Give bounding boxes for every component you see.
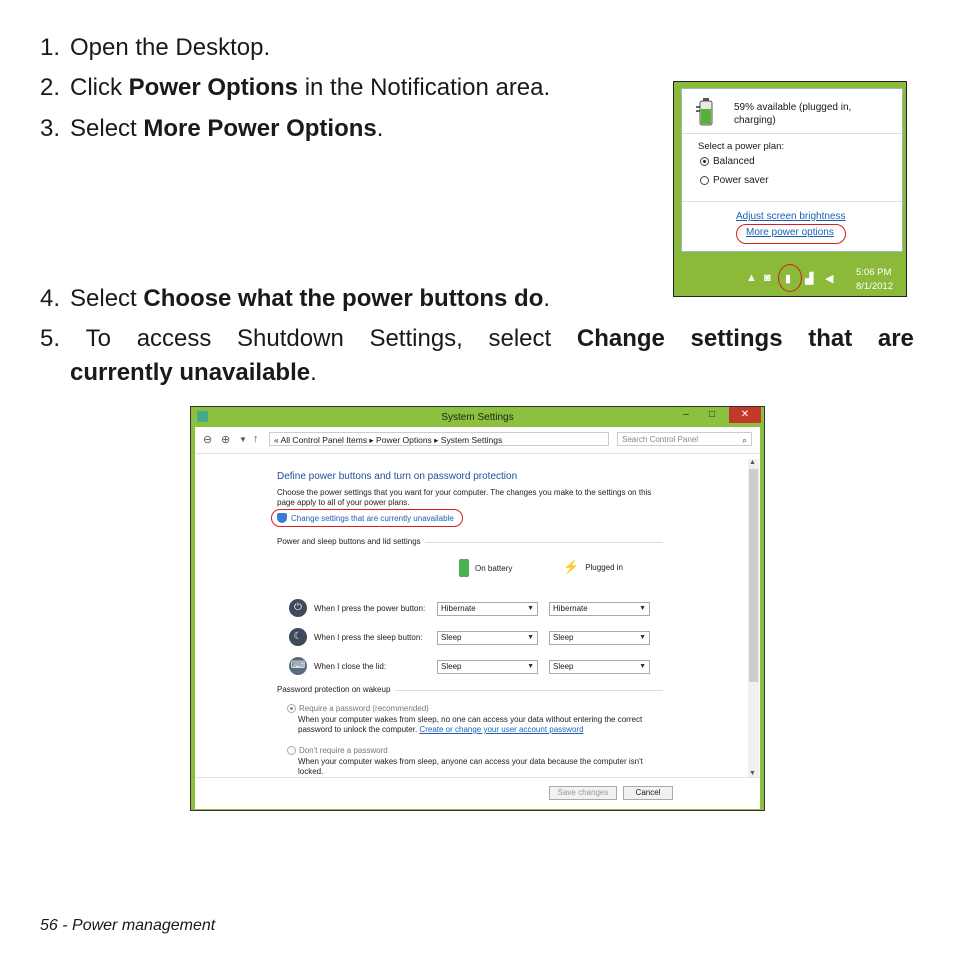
step-5-line-2 bbox=[40, 358, 914, 388]
column-on-battery bbox=[459, 559, 512, 577]
select-value: Hibernate bbox=[553, 604, 588, 613]
chevron-down-icon: ▼ bbox=[639, 605, 646, 612]
section-power-buttons: Power and sleep buttons and lid settings bbox=[277, 537, 421, 546]
scroll-down-icon[interactable]: ▼ bbox=[749, 770, 756, 777]
scroll-thumb[interactable] bbox=[749, 469, 758, 682]
step-bold: Choose what the power buttons do bbox=[143, 285, 544, 312]
chevron-up-icon[interactable]: ▲ bbox=[746, 272, 757, 284]
create-password-link[interactable]: Create or change your user account password bbox=[419, 725, 584, 734]
require-password-description bbox=[298, 715, 658, 735]
radio-label: Require a password (recommended) bbox=[299, 704, 429, 713]
address-bar bbox=[195, 427, 760, 454]
step-word: To bbox=[85, 325, 112, 352]
step-number: 3. bbox=[40, 115, 61, 142]
column-label: Plugged in bbox=[585, 562, 623, 572]
plan-label: Balanced bbox=[713, 156, 755, 167]
vertical-scrollbar[interactable] bbox=[748, 459, 759, 777]
taskbar bbox=[674, 260, 906, 296]
lid-battery-select[interactable] bbox=[437, 660, 538, 674]
page-description: Choose the power settings that you want for your computer. The changes you make to the settings on this page apply to all of your power plans. bbox=[277, 488, 652, 507]
close-button[interactable]: ✕ bbox=[729, 407, 761, 423]
breadcrumb[interactable]: « All Control Panel Items ▸ Power Options ▸ System Settings bbox=[269, 432, 609, 446]
divider bbox=[682, 201, 902, 202]
lid-plugged-select[interactable] bbox=[549, 660, 650, 674]
section-password: Password protection on wakeup bbox=[277, 685, 391, 694]
cancel-button[interactable]: Cancel bbox=[623, 786, 673, 800]
window-title: System Settings bbox=[441, 412, 514, 423]
step-text-pre: Select bbox=[70, 115, 144, 142]
step-bold: Power Options bbox=[128, 74, 299, 101]
step-1 bbox=[40, 33, 270, 63]
plan-label: Power saver bbox=[713, 175, 769, 186]
plug-icon: ⚡ bbox=[563, 559, 580, 574]
step-bold-word: Change bbox=[576, 325, 665, 352]
search-icon[interactable]: ⌕ bbox=[741, 435, 747, 445]
window-client bbox=[195, 427, 760, 808]
step-2 bbox=[40, 73, 550, 103]
step-number: 2. bbox=[40, 74, 61, 101]
sleep-button-battery-select[interactable] bbox=[437, 631, 538, 645]
select-value: Sleep bbox=[553, 633, 574, 642]
step-text-post: in the Notification area. bbox=[298, 74, 551, 101]
step-word: Settings, bbox=[369, 325, 463, 352]
step-text-pre: Select bbox=[70, 285, 144, 312]
laptop-lid-icon: ⌨ bbox=[289, 657, 307, 675]
battery-charging-icon bbox=[694, 97, 718, 127]
plan-balanced-radio[interactable] bbox=[700, 156, 755, 167]
power-flyout bbox=[681, 88, 903, 252]
more-power-options-link[interactable]: More power options bbox=[746, 227, 834, 238]
page-footer: 56 - Power management bbox=[40, 917, 216, 934]
power-tray-screenshot bbox=[673, 81, 907, 297]
select-value: Sleep bbox=[441, 633, 462, 642]
search-placeholder: Search Control Panel bbox=[622, 435, 699, 444]
power-button-plugged-select[interactable] bbox=[549, 602, 650, 616]
step-5-line-1 bbox=[40, 324, 914, 354]
step-5 bbox=[40, 324, 914, 388]
step-text: Open the Desktop. bbox=[70, 34, 271, 61]
divider bbox=[425, 542, 663, 543]
radio-empty-icon bbox=[287, 746, 296, 755]
require-password-radio[interactable] bbox=[287, 704, 429, 713]
description-text: When your computer wakes from sleep, no one can access your data without entering the correct password to unlock the computer. bbox=[298, 715, 643, 734]
step-number: 5. bbox=[40, 325, 61, 352]
power-button-icon: ⏻ bbox=[289, 599, 307, 617]
no-password-radio[interactable] bbox=[287, 746, 388, 755]
clock-time: 5:06 PM bbox=[856, 267, 892, 278]
taskbar-clock[interactable] bbox=[856, 266, 893, 294]
sleep-button-icon: ☾ bbox=[289, 628, 307, 646]
chevron-down-icon: ▼ bbox=[639, 663, 646, 670]
clock-date: 8/1/2012 bbox=[856, 281, 893, 292]
scroll-up-icon[interactable]: ▲ bbox=[749, 459, 756, 466]
step-word: select bbox=[488, 325, 552, 352]
minimize-button[interactable]: – bbox=[683, 409, 689, 420]
step-bold-word: settings bbox=[690, 325, 783, 352]
speaker-icon[interactable]: ◀ bbox=[825, 273, 834, 285]
network-icon[interactable]: ▟ bbox=[805, 273, 814, 285]
back-arrow-icon[interactable]: ⊖ bbox=[203, 434, 213, 446]
page-title: Define power buttons and turn on password protection bbox=[277, 471, 518, 482]
select-value: Sleep bbox=[553, 662, 574, 671]
step-number: 1. bbox=[40, 34, 61, 61]
select-value: Hibernate bbox=[441, 604, 476, 613]
step-word: Shutdown bbox=[237, 325, 344, 352]
save-changes-button[interactable]: Save changes bbox=[549, 786, 617, 800]
select-value: Sleep bbox=[441, 662, 462, 671]
battery-icon[interactable]: ▮ bbox=[785, 273, 792, 285]
step-text-post: . bbox=[543, 285, 551, 312]
button-bar bbox=[195, 777, 760, 809]
search-input[interactable] bbox=[617, 432, 752, 446]
highlight-circle bbox=[271, 509, 463, 527]
step-text-post: . bbox=[310, 359, 317, 386]
battery-icon bbox=[459, 559, 469, 577]
radio-selected-icon bbox=[700, 157, 709, 166]
step-text-post: . bbox=[376, 115, 384, 142]
change-settings-link[interactable]: Change settings that are currently unavailable bbox=[291, 514, 454, 523]
step-bold-word: are bbox=[877, 325, 914, 352]
adjust-brightness-link[interactable]: Adjust screen brightness bbox=[736, 211, 846, 222]
row-label: When I close the lid: bbox=[314, 662, 387, 671]
row-label: When I press the power button: bbox=[314, 604, 426, 613]
step-word: access bbox=[136, 325, 212, 352]
step-3 bbox=[40, 114, 383, 144]
step-4 bbox=[40, 284, 550, 314]
divider bbox=[395, 690, 663, 691]
power-plan-label: Select a power plan: bbox=[698, 141, 785, 152]
step-bold-word: that bbox=[808, 325, 853, 352]
chevron-down-icon: ▼ bbox=[527, 605, 534, 612]
chevron-down-icon: ▼ bbox=[639, 634, 646, 641]
step-text-pre: Click bbox=[70, 74, 129, 101]
window-titlebar bbox=[191, 407, 764, 427]
radio-selected-icon bbox=[287, 704, 296, 713]
highlight-circle bbox=[778, 264, 802, 292]
forward-arrow-icon[interactable]: ⊕ bbox=[221, 434, 231, 446]
shield-icon[interactable]: ◙ bbox=[764, 272, 771, 284]
chevron-down-icon: ▼ bbox=[527, 634, 534, 641]
sleep-button-plugged-select[interactable] bbox=[549, 631, 650, 645]
battery-status-text: 59% available (plugged in, charging) bbox=[734, 102, 852, 126]
column-label: On battery bbox=[475, 563, 513, 573]
divider bbox=[682, 133, 902, 134]
plan-power-saver-radio[interactable] bbox=[700, 175, 769, 186]
column-plugged-in bbox=[563, 559, 623, 575]
power-button-battery-select[interactable] bbox=[437, 602, 538, 616]
step-bold: More Power Options bbox=[143, 115, 377, 142]
system-settings-window bbox=[190, 406, 765, 811]
chevron-down-icon: ▼ bbox=[527, 663, 534, 670]
radio-label: Don't require a password bbox=[299, 746, 388, 755]
step-number: 4. bbox=[40, 285, 61, 312]
no-password-description: When your computer wakes from sleep, anyone can access your data because the computer isn't locked. bbox=[298, 757, 643, 776]
highlight-circle bbox=[736, 224, 846, 244]
radio-empty-icon bbox=[700, 176, 709, 185]
step-bold: currently unavailable bbox=[70, 359, 311, 386]
maximize-button[interactable]: □ bbox=[708, 409, 716, 420]
up-arrow-icon[interactable]: ↑ bbox=[253, 433, 259, 445]
row-label: When I press the sleep button: bbox=[314, 633, 423, 642]
recent-dropdown-icon[interactable]: ▼ bbox=[239, 435, 247, 444]
